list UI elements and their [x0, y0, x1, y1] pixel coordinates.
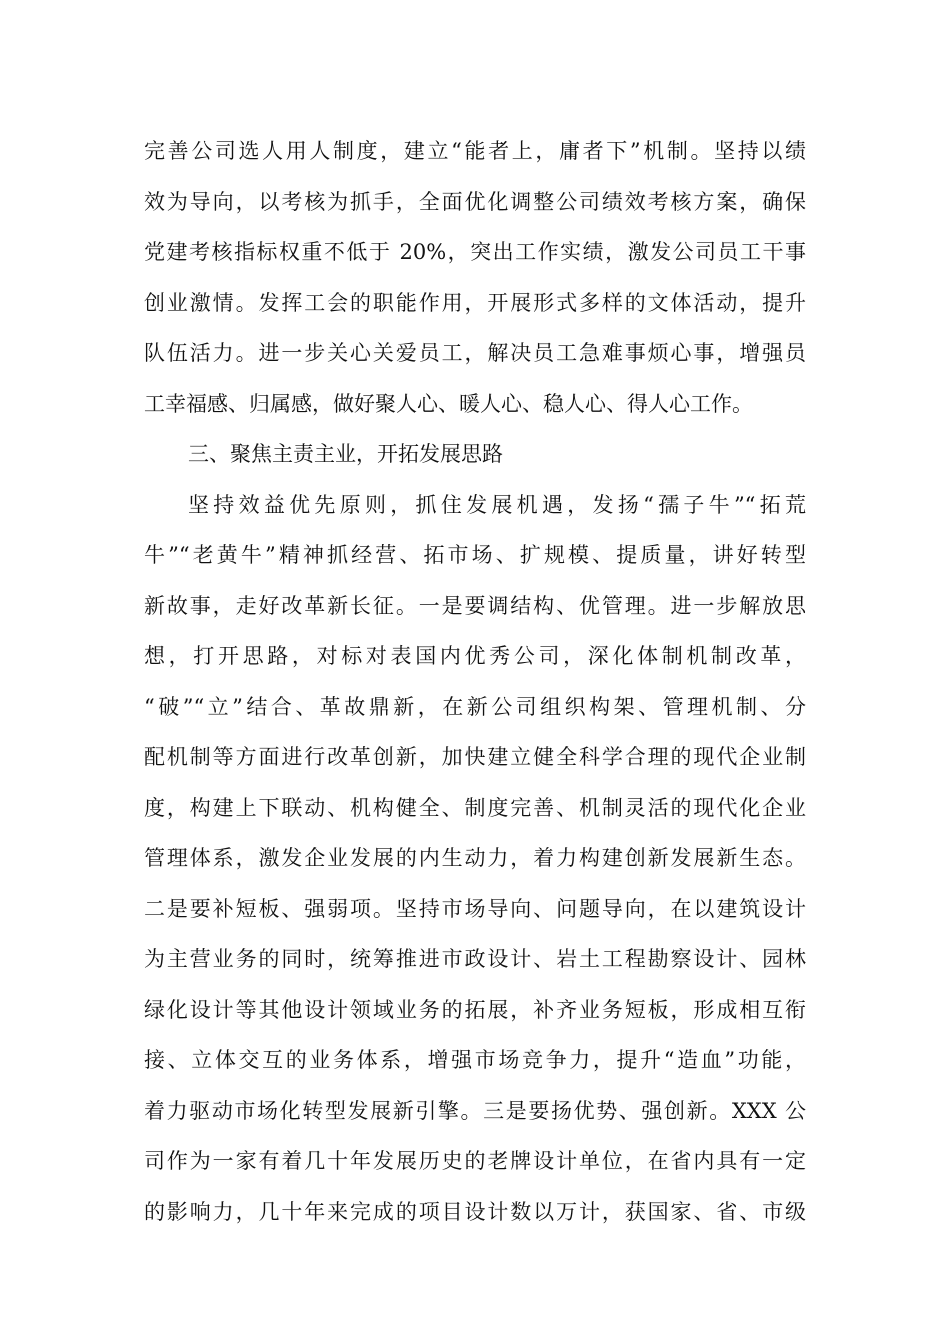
body-text-line: 接、立体交互的业务体系，增强市场竞争力，提升“造血”功能， [144, 1048, 806, 1072]
body-text-line: 党建考核指标权重不低于 20%，突出工作实绩，激发公司员工干事 [144, 240, 806, 264]
body-text-line: 队伍活力。进一步关心关爱员工，解决员工急难事烦心事，增强员 [144, 341, 806, 365]
body-text-line: 创业激情。发挥工会的职能作用，开展形式多样的文体活动，提升 [144, 290, 806, 315]
body-text-line: 坚持效益优先原则，抓住发展机遇，发扬“孺子牛”“拓荒 [188, 492, 806, 517]
section-heading: 三、聚焦主责主业，开拓发展思路 [188, 442, 503, 466]
body-text-line: 新故事，走好改革新长征。一是要调结构、优管理。进一步解放思 [144, 593, 806, 618]
body-text-line: 的影响力，几十年来完成的项目设计数以万计，获国家、省、市级 [144, 1199, 806, 1224]
body-text-line: 绿化设计等其他设计领域业务的拓展，补齐业务短板，形成相互衔 [144, 997, 806, 1022]
body-text-line: 度，构建上下联动、机构健全、制度完善、机制灵活的现代化企业 [144, 795, 806, 820]
body-text-line: 司作为一家有着几十年发展历史的老牌设计单位，在省内具有一定 [144, 1149, 806, 1173]
body-text-line: 着力驱动市场化转型发展新引擎。三是要扬优势、强创新。XXX 公 [144, 1098, 806, 1123]
body-text-line: 管理体系，激发企业发展的内生动力，着力构建创新发展新生态。 [144, 846, 806, 870]
body-text-line: 牛”“老黄牛”精神抓经营、拓市场、扩规模、提质量，讲好转型 [144, 543, 806, 567]
body-text-line: 配机制等方面进行改革创新，加快建立健全科学合理的现代企业制 [144, 745, 806, 769]
body-text-line: 二是要补短板、强弱项。坚持市场导向、问题导向，在以建筑设计 [144, 896, 806, 921]
body-text-line: 工幸福感、归属感，做好聚人心、暖人心、稳人心、得人心工作。 [144, 391, 753, 416]
body-text-line: 想，打开思路，对标对表国内优秀公司，深化体制机制改革， [144, 644, 806, 668]
document-body [144, 126, 806, 1237]
body-text-line: 为主营业务的同时，统筹推进市政设计、岩土工程勘察设计、园林 [144, 947, 806, 971]
body-text-line: “破”“立”结合、革故鼎新，在新公司组织构架、管理机制、分 [144, 694, 806, 719]
body-text-line: 完善公司选人用人制度，建立“能者上，庸者下”机制。坚持以绩 [144, 139, 806, 163]
body-text-line: 效为导向，以考核为抓手，全面优化调整公司绩效考核方案，确保 [144, 189, 806, 214]
